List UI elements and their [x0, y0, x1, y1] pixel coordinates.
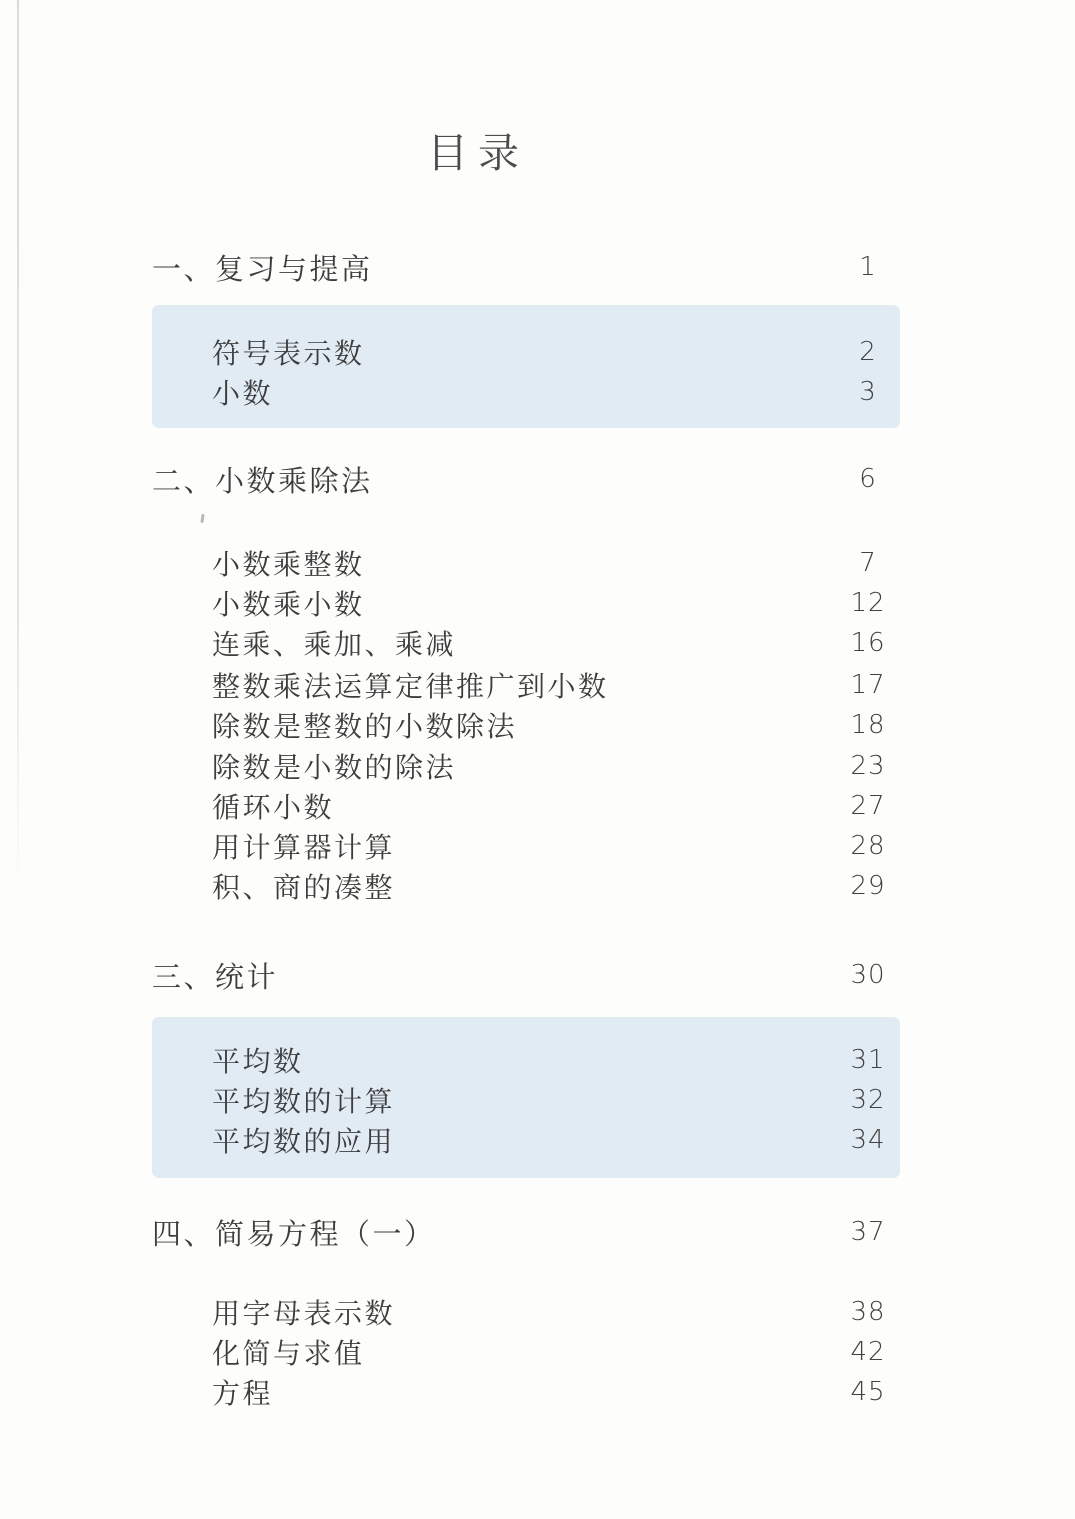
toc-heading-1: [152, 247, 908, 287]
toc-item-3-3-label: 平均数的应用: [212, 1127, 396, 1158]
toc-item-3-2: [152, 1080, 908, 1120]
toc-item-4-3: [152, 1372, 908, 1412]
toc-heading-2: [152, 459, 908, 499]
toc-item-3-1-label: 平均数: [212, 1047, 304, 1078]
toc-item-2-1-page: 7: [859, 548, 877, 578]
toc-heading-3-label: 三、统计: [152, 961, 279, 994]
toc-heading-4: [152, 1212, 908, 1252]
toc-item-3-2-page: 32: [850, 1085, 886, 1115]
toc-item-2-9-page: 29: [850, 871, 886, 901]
toc-item-4-2-page: 42: [850, 1337, 886, 1367]
toc-heading-4-page: 37: [850, 1217, 886, 1247]
toc-heading-4-label: 四、简易方程（一）: [152, 1218, 436, 1251]
toc-item-2-4: [152, 665, 908, 705]
toc-item-4-1-label: 用字母表示数: [212, 1299, 396, 1330]
toc-item-2-4-label: 整数乘法运算定律推广到小数: [212, 672, 609, 703]
scan-speck: [200, 514, 204, 523]
toc-item-2-6-page: 23: [850, 751, 886, 781]
toc-item-2-7: [152, 786, 908, 826]
toc-item-2-9: [152, 866, 908, 906]
toc-heading-1-page: 1: [859, 252, 877, 282]
toc-item-4-2: [152, 1332, 908, 1372]
toc-item-3-2-label: 平均数的计算: [212, 1087, 396, 1118]
toc-item-2-2-label: 小数乘小数: [212, 590, 365, 621]
toc-item-4-1-page: 38: [850, 1297, 886, 1327]
toc-item-1-2-page: 3: [859, 377, 877, 407]
toc-item-1-1: [152, 332, 908, 372]
toc-heading-2-label: 二、小数乘除法: [152, 465, 373, 498]
toc-item-3-3: [152, 1120, 908, 1160]
toc-item-2-3: [152, 623, 908, 663]
toc-item-2-5-label: 除数是整数的小数除法: [212, 712, 518, 743]
toc-item-2-6: [152, 746, 908, 786]
toc-item-2-2-page: 12: [850, 588, 886, 618]
toc-item-1-2-label: 小数: [212, 379, 274, 410]
toc-heading-3: [152, 955, 908, 995]
toc-item-2-8-page: 28: [850, 831, 886, 861]
toc-item-4-3-label: 方程: [212, 1379, 274, 1410]
toc-item-1-1-page: 2: [859, 337, 877, 367]
toc-item-2-8-label: 用计算器计算: [212, 833, 396, 864]
toc-item-1-1-label: 符号表示数: [212, 339, 365, 370]
scan-fold-line: [17, 0, 19, 892]
toc-heading-3-page: 30: [850, 960, 886, 990]
toc-item-4-3-page: 45: [850, 1377, 886, 1407]
toc-item-2-7-page: 27: [850, 791, 886, 821]
toc-item-3-1: [152, 1040, 908, 1080]
toc-item-2-4-page: 17: [850, 670, 886, 700]
toc-item-2-8: [152, 826, 908, 866]
toc-item-4-1: [152, 1292, 908, 1332]
toc-item-2-2: [152, 583, 908, 623]
toc-item-2-5-page: 18: [850, 710, 886, 740]
toc-item-2-6-label: 除数是小数的除法: [212, 753, 457, 784]
toc-item-2-3-page: 16: [850, 628, 886, 658]
toc-item-2-1: [152, 543, 908, 583]
toc-item-2-1-label: 小数乘整数: [212, 550, 365, 581]
toc-item-1-2: [152, 372, 908, 412]
toc-item-2-3-label: 连乘、乘加、乘减: [212, 630, 457, 661]
toc-heading-2-page: 6: [859, 464, 877, 494]
toc-item-2-5: [152, 705, 908, 745]
page-title: 目录: [427, 130, 529, 176]
toc-item-3-3-page: 34: [850, 1125, 886, 1155]
toc-item-3-1-page: 31: [850, 1045, 886, 1075]
toc-heading-1-label: 一、复习与提高: [152, 253, 373, 286]
toc-item-2-9-label: 积、商的凑整: [212, 873, 396, 904]
toc-item-2-7-label: 循环小数: [212, 793, 335, 824]
toc-item-4-2-label: 化简与求值: [212, 1339, 365, 1370]
